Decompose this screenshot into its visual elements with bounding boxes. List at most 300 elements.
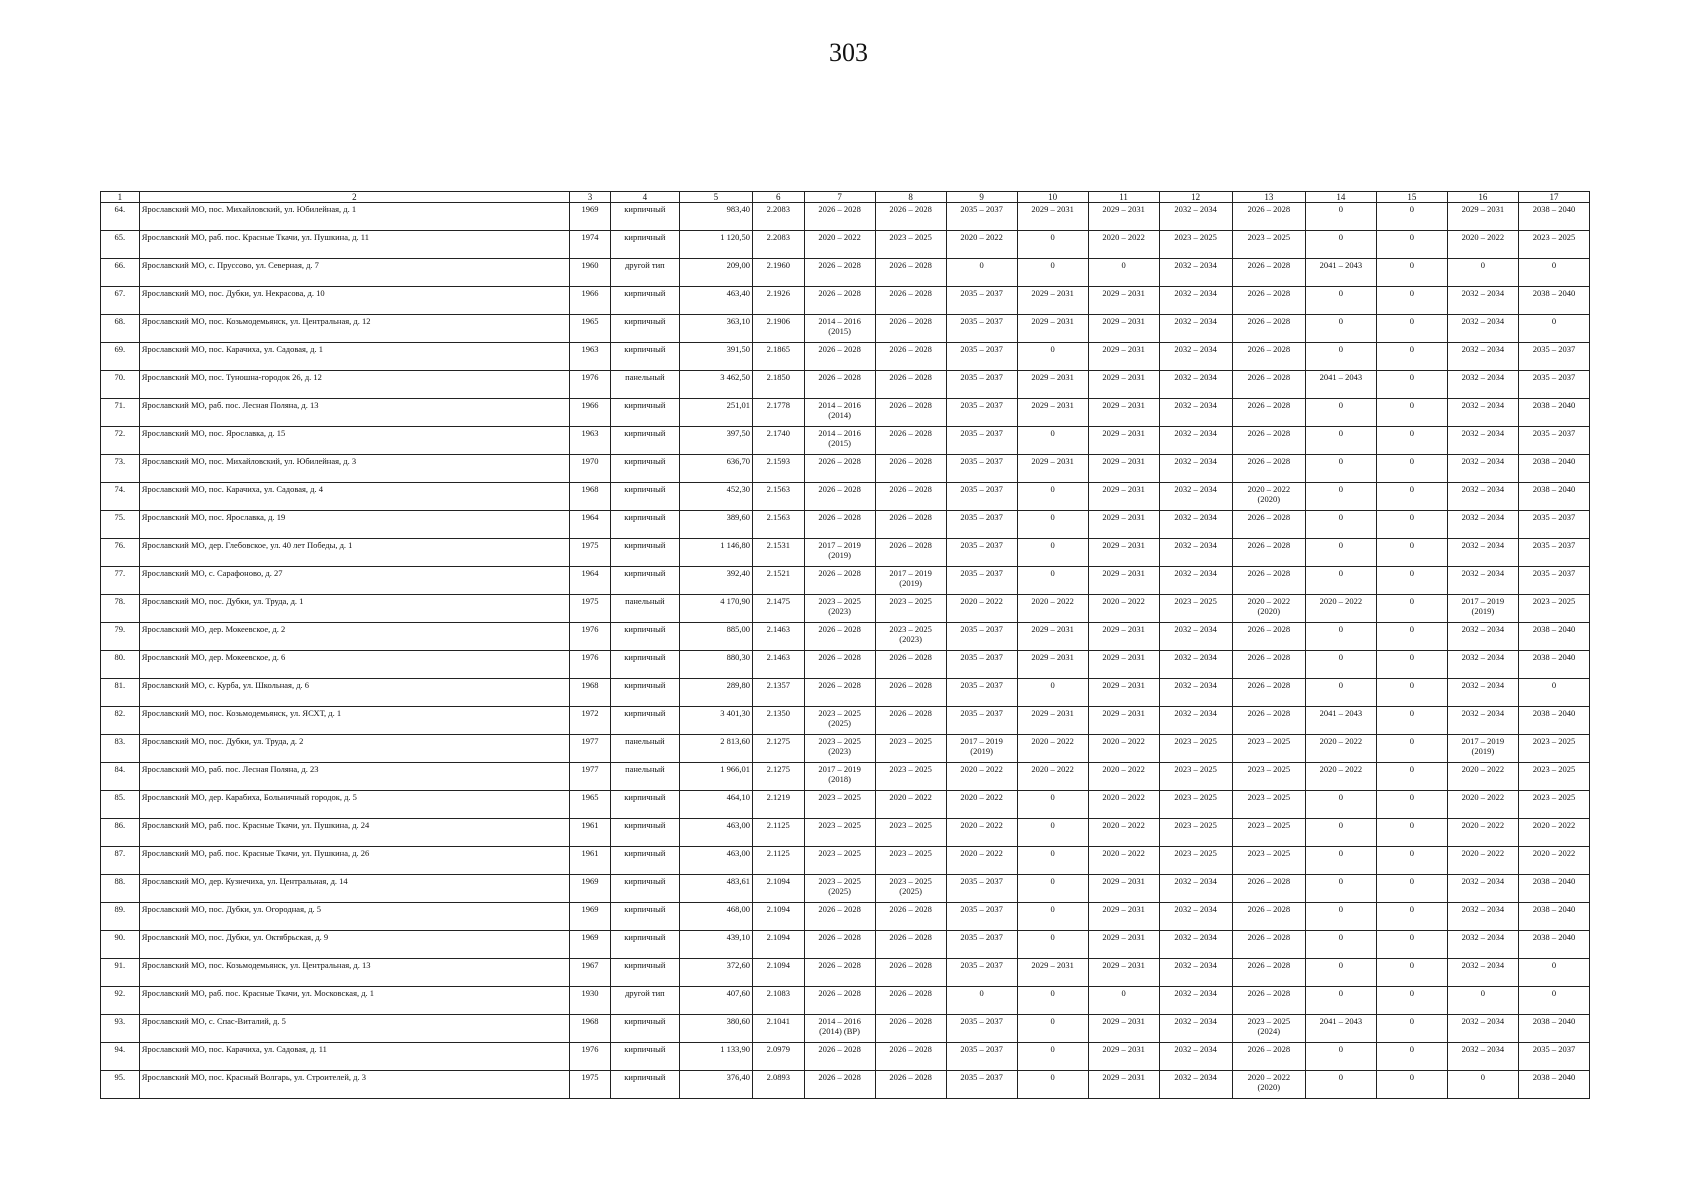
table-row xyxy=(101,455,1590,483)
table-cell: 93. xyxy=(101,1015,140,1043)
table-cell: Ярославский МО, пос. Ярославка, д. 15 xyxy=(139,427,569,455)
table-cell: 2020 – 2022 xyxy=(1447,763,1518,791)
table-cell: 2026 – 2028 xyxy=(875,399,946,427)
table-cell: 2020 – 2022 xyxy=(1447,231,1518,259)
table-cell: 2023 – 2025 xyxy=(875,735,946,763)
table-cell: 2029 – 2031 xyxy=(1017,455,1088,483)
table-cell: панельный xyxy=(610,763,679,791)
column-header: 12 xyxy=(1159,192,1232,203)
table-cell: Ярославский МО, дер. Карабиха, Больничный городок, д. 5 xyxy=(139,791,569,819)
table-cell: 0 xyxy=(1447,987,1518,1015)
table-cell: 2032 – 2034 xyxy=(1447,567,1518,595)
table-cell: 2029 – 2031 xyxy=(1088,1043,1159,1071)
table-cell: 1969 xyxy=(570,875,611,903)
table-cell: 2023 – 2025 xyxy=(1518,791,1589,819)
table-cell: кирпичный xyxy=(610,819,679,847)
table-cell: кирпичный xyxy=(610,903,679,931)
table-cell: 2020 – 2022 xyxy=(1447,791,1518,819)
table-cell: 2023 – 2025 xyxy=(1232,819,1305,847)
table-cell: 2023 – 2025 xyxy=(1159,763,1232,791)
table-cell: 85. xyxy=(101,791,140,819)
table-cell: 2026 – 2028 xyxy=(875,1071,946,1099)
table-cell: 2032 – 2034 xyxy=(1159,427,1232,455)
table-cell: 2.1041 xyxy=(752,1015,804,1043)
table-cell: 2032 – 2034 xyxy=(1159,259,1232,287)
table-cell: кирпичный xyxy=(610,651,679,679)
housing-table xyxy=(100,191,1590,1099)
table-cell: 2029 – 2031 xyxy=(1017,287,1088,315)
table-cell: 2035 – 2037 xyxy=(946,399,1017,427)
table-cell: 2035 – 2037 xyxy=(1518,567,1589,595)
table-cell: 2023 – 2025 xyxy=(875,819,946,847)
table-cell: 2035 – 2037 xyxy=(946,651,1017,679)
table-cell: 2026 – 2028 xyxy=(804,623,875,651)
table-cell: 2026 – 2028 xyxy=(875,343,946,371)
table-cell: 2032 – 2034 xyxy=(1447,371,1518,399)
table-cell: 2026 – 2028 xyxy=(804,259,875,287)
table-cell: 2023 – 2025 xyxy=(804,819,875,847)
table-row xyxy=(101,483,1590,511)
table-cell: 2029 – 2031 xyxy=(1088,539,1159,567)
table-cell: 2020 – 2022 xyxy=(1088,763,1159,791)
table-cell: 2026 – 2028 xyxy=(1232,539,1305,567)
table-cell: 2026 – 2028 xyxy=(804,987,875,1015)
table-cell: 0 xyxy=(1305,539,1376,567)
table-cell: 2.1475 xyxy=(752,595,804,623)
table-cell: 1968 xyxy=(570,1015,611,1043)
table-cell: 0 xyxy=(1376,1043,1447,1071)
table-cell: 2026 – 2028 xyxy=(875,371,946,399)
table-cell: 2026 – 2028 xyxy=(804,511,875,539)
column-header: 16 xyxy=(1447,192,1518,203)
table-cell: Ярославский МО, пос. Козьмодемьянск, ул. Центральная, д. 13 xyxy=(139,959,569,987)
table-cell: 1961 xyxy=(570,847,611,875)
table-cell: 0 xyxy=(1305,875,1376,903)
table-cell: 1 146,80 xyxy=(679,539,752,567)
table-cell: 2029 – 2031 xyxy=(1017,315,1088,343)
table-cell: 2032 – 2034 xyxy=(1447,483,1518,511)
table-cell: 77. xyxy=(101,567,140,595)
table-cell: 2035 – 2037 xyxy=(946,959,1017,987)
table-cell: кирпичный xyxy=(610,539,679,567)
table-cell: 2026 – 2028 xyxy=(875,539,946,567)
table-cell: 2026 – 2028 xyxy=(875,483,946,511)
table-cell: 2038 – 2040 xyxy=(1518,483,1589,511)
table-cell: 452,30 xyxy=(679,483,752,511)
table-cell: 0 xyxy=(1017,679,1088,707)
table-cell: 2032 – 2034 xyxy=(1447,511,1518,539)
table-cell: 0 xyxy=(1088,987,1159,1015)
table-cell: 2020 – 2022 xyxy=(1088,231,1159,259)
table-cell: кирпичный xyxy=(610,1015,679,1043)
table-cell: 0 xyxy=(1376,679,1447,707)
table-cell: 2038 – 2040 xyxy=(1518,455,1589,483)
table-cell: 2.1094 xyxy=(752,875,804,903)
table-cell: 0 xyxy=(1376,651,1447,679)
page-number: 303 xyxy=(829,38,868,67)
table-cell: 2.1563 xyxy=(752,511,804,539)
table-cell: 1976 xyxy=(570,651,611,679)
table-cell: 2026 – 2028 xyxy=(1232,651,1305,679)
table-cell: 87. xyxy=(101,847,140,875)
table-cell: 2020 – 2022 xyxy=(1305,763,1376,791)
table-cell: панельный xyxy=(610,735,679,763)
table-cell: 2026 – 2028 xyxy=(1232,287,1305,315)
table-cell: 0 xyxy=(1376,427,1447,455)
table-cell: 2.1094 xyxy=(752,903,804,931)
table-cell: 0 xyxy=(1305,1043,1376,1071)
table-cell: 0 xyxy=(1305,651,1376,679)
table-cell: 2020 – 2022 xyxy=(1088,847,1159,875)
table-cell: 2026 – 2028 xyxy=(804,455,875,483)
table-cell: 2038 – 2040 xyxy=(1518,287,1589,315)
table-cell: 2035 – 2037 xyxy=(946,343,1017,371)
table-cell: 0 xyxy=(1305,455,1376,483)
table-cell: 90. xyxy=(101,931,140,959)
table-cell: Ярославский МО, пос. Дубки, ул. Некрасова, д. 10 xyxy=(139,287,569,315)
table-cell: 2035 – 2037 xyxy=(946,707,1017,735)
table-cell: 0 xyxy=(946,259,1017,287)
table-cell: 2026 – 2028 xyxy=(1232,427,1305,455)
table-cell: 0 xyxy=(1376,231,1447,259)
table-row xyxy=(101,315,1590,343)
table-cell: 2.1960 xyxy=(752,259,804,287)
table-cell: Ярославский МО, пос. Красный Волгарь, ул. Строителей, д. 3 xyxy=(139,1071,569,1099)
table-cell: 94. xyxy=(101,1043,140,1071)
header-row xyxy=(101,192,1590,203)
table-cell: Ярославский МО, дер. Мокеевское, д. 2 xyxy=(139,623,569,651)
table-cell: 1 120,50 xyxy=(679,231,752,259)
table-cell: 2.1125 xyxy=(752,847,804,875)
table-cell: 2023 – 2025 xyxy=(1232,847,1305,875)
table-cell: 2035 – 2037 xyxy=(946,455,1017,483)
table-cell: 2023 – 2025 (2023) xyxy=(804,595,875,623)
table-cell: 2032 – 2034 xyxy=(1159,1015,1232,1043)
table-cell: 2020 – 2022 xyxy=(946,847,1017,875)
table-cell: 2032 – 2034 xyxy=(1159,931,1232,959)
table-cell: 2 813,60 xyxy=(679,735,752,763)
table-cell: 2020 – 2022 xyxy=(1017,735,1088,763)
table-cell: 2029 – 2031 xyxy=(1088,623,1159,651)
table-cell: 1966 xyxy=(570,399,611,427)
table-cell: 2.1463 xyxy=(752,623,804,651)
table-cell: 0 xyxy=(1017,931,1088,959)
table-cell: 83. xyxy=(101,735,140,763)
table-cell: 2023 – 2025 (2025) xyxy=(804,875,875,903)
table-cell: 2032 – 2034 xyxy=(1447,903,1518,931)
table-cell: 2020 – 2022 (2020) xyxy=(1232,1071,1305,1099)
table-cell: 2029 – 2031 xyxy=(1088,315,1159,343)
table-cell: 95. xyxy=(101,1071,140,1099)
table-cell: Ярославский МО, с. Курба, ул. Школьная, д. 6 xyxy=(139,679,569,707)
table-cell: 2029 – 2031 xyxy=(1088,959,1159,987)
table-cell: 0 xyxy=(1088,259,1159,287)
table-cell: 0 xyxy=(1376,959,1447,987)
column-header: 9 xyxy=(946,192,1017,203)
table-cell: 2032 – 2034 xyxy=(1159,203,1232,231)
table-body xyxy=(101,203,1590,1099)
table-cell: 2026 – 2028 xyxy=(804,903,875,931)
table-cell: 2023 – 2025 xyxy=(875,231,946,259)
table-cell: 2029 – 2031 xyxy=(1017,959,1088,987)
table-cell: 2026 – 2028 xyxy=(1232,875,1305,903)
table-cell: 2029 – 2031 xyxy=(1088,483,1159,511)
table-cell: Ярославский МО, с. Сарафоново, д. 27 xyxy=(139,567,569,595)
table-cell: 2029 – 2031 xyxy=(1088,1071,1159,1099)
table-cell: кирпичный xyxy=(610,931,679,959)
table-cell: 0 xyxy=(1376,483,1447,511)
table-cell: 2020 – 2022 xyxy=(946,819,1017,847)
table-cell: 0 xyxy=(1376,287,1447,315)
table-cell: 0 xyxy=(946,987,1017,1015)
table-cell: 2029 – 2031 xyxy=(1088,903,1159,931)
table-cell: 0 xyxy=(1305,987,1376,1015)
table-cell: 1976 xyxy=(570,1043,611,1071)
table-cell: 2032 – 2034 xyxy=(1447,287,1518,315)
table-cell: 2032 – 2034 xyxy=(1447,959,1518,987)
table-row xyxy=(101,903,1590,931)
table-cell: 483,61 xyxy=(679,875,752,903)
table-cell: 1969 xyxy=(570,931,611,959)
table-cell: 1968 xyxy=(570,483,611,511)
table-cell: 2.1094 xyxy=(752,959,804,987)
table-cell: 2032 – 2034 xyxy=(1159,903,1232,931)
table-row xyxy=(101,791,1590,819)
table-cell: 0 xyxy=(1518,259,1589,287)
table-cell: 74. xyxy=(101,483,140,511)
table-cell: 2020 – 2022 xyxy=(1088,735,1159,763)
column-header: 15 xyxy=(1376,192,1447,203)
table-cell: 2026 – 2028 xyxy=(804,371,875,399)
table-cell: 1964 xyxy=(570,511,611,539)
table-cell: 0 xyxy=(1376,735,1447,763)
table-cell: 2020 – 2022 (2020) xyxy=(1232,483,1305,511)
table-cell: 2026 – 2028 xyxy=(804,959,875,987)
table-cell: 2023 – 2025 xyxy=(804,791,875,819)
table-cell: 2032 – 2034 xyxy=(1159,1071,1232,1099)
table-cell: 2020 – 2022 xyxy=(1017,763,1088,791)
table-cell: 92. xyxy=(101,987,140,1015)
table-cell: 0 xyxy=(1518,679,1589,707)
table-cell: 2026 – 2028 xyxy=(1232,1043,1305,1071)
table-cell: 2023 – 2025 xyxy=(1232,763,1305,791)
table-cell: 2035 – 2037 xyxy=(946,931,1017,959)
table-cell: 2026 – 2028 xyxy=(875,931,946,959)
table-cell: 2032 – 2034 xyxy=(1159,287,1232,315)
table-cell: 2035 – 2037 xyxy=(1518,1043,1589,1071)
table-cell: 0 xyxy=(1376,539,1447,567)
table-cell: 2029 – 2031 xyxy=(1447,203,1518,231)
table-cell: 464,10 xyxy=(679,791,752,819)
table-cell: 376,40 xyxy=(679,1071,752,1099)
table-cell: 1976 xyxy=(570,623,611,651)
table-cell: 2.1094 xyxy=(752,931,804,959)
table-cell: 2023 – 2025 (2023) xyxy=(875,623,946,651)
table-cell: 2.1593 xyxy=(752,455,804,483)
table-cell: 2029 – 2031 xyxy=(1088,511,1159,539)
table-cell: 2026 – 2028 xyxy=(804,567,875,595)
table-cell: 0 xyxy=(1305,959,1376,987)
table-cell: 2032 – 2034 xyxy=(1159,707,1232,735)
table-cell: 2023 – 2025 xyxy=(875,595,946,623)
table-cell: 2035 – 2037 xyxy=(946,315,1017,343)
table-cell: 2032 – 2034 xyxy=(1159,875,1232,903)
table-cell: 2035 – 2037 xyxy=(946,903,1017,931)
table-cell: 2020 – 2022 xyxy=(1088,791,1159,819)
table-cell: 2026 – 2028 xyxy=(804,1071,875,1099)
table-cell: Ярославский МО, пос. Туношна-городок 26, д. 12 xyxy=(139,371,569,399)
table-cell: 1969 xyxy=(570,903,611,931)
table-cell: 983,40 xyxy=(679,203,752,231)
table-cell: 2029 – 2031 xyxy=(1088,203,1159,231)
table-cell: 2032 – 2034 xyxy=(1159,987,1232,1015)
table-cell: 1961 xyxy=(570,819,611,847)
table-cell: 1 133,90 xyxy=(679,1043,752,1071)
table-cell: 3 401,30 xyxy=(679,707,752,735)
table-cell: 2023 – 2025 xyxy=(875,847,946,875)
column-header: 11 xyxy=(1088,192,1159,203)
table-cell: 2026 – 2028 xyxy=(875,707,946,735)
table-cell: 2032 – 2034 xyxy=(1159,483,1232,511)
table-cell: 3 462,50 xyxy=(679,371,752,399)
table-cell: 2023 – 2025 xyxy=(1159,735,1232,763)
table-cell: 2038 – 2040 xyxy=(1518,651,1589,679)
table-cell: 0 xyxy=(1017,987,1088,1015)
table-cell: 2023 – 2025 xyxy=(1518,231,1589,259)
table-cell: кирпичный xyxy=(610,1043,679,1071)
table-cell: 2.1740 xyxy=(752,427,804,455)
column-header: 17 xyxy=(1518,192,1589,203)
table-cell: 391,50 xyxy=(679,343,752,371)
table-cell: 2029 – 2031 xyxy=(1088,399,1159,427)
table-cell: 2.2083 xyxy=(752,231,804,259)
table-cell: 0 xyxy=(1017,819,1088,847)
table-cell: 0 xyxy=(1017,343,1088,371)
table-row xyxy=(101,1015,1590,1043)
table-row xyxy=(101,931,1590,959)
table-cell: 2038 – 2040 xyxy=(1518,931,1589,959)
table-cell: 2023 – 2025 xyxy=(875,763,946,791)
table-cell: 1930 xyxy=(570,987,611,1015)
table-cell: 2032 – 2034 xyxy=(1447,1015,1518,1043)
table-cell: 2023 – 2025 xyxy=(1159,595,1232,623)
table-cell: 2014 – 2016 (2014) xyxy=(804,399,875,427)
table-cell: 0 xyxy=(1305,315,1376,343)
table-cell: 0 xyxy=(1447,259,1518,287)
table-cell: 1963 xyxy=(570,427,611,455)
table-cell: кирпичный xyxy=(610,455,679,483)
table-cell: 1965 xyxy=(570,791,611,819)
table-cell: 1974 xyxy=(570,231,611,259)
table-cell: 2026 – 2028 xyxy=(804,651,875,679)
table-cell: 2029 – 2031 xyxy=(1017,651,1088,679)
table-cell: кирпичный xyxy=(610,203,679,231)
table-cell: 2032 – 2034 xyxy=(1447,875,1518,903)
table-cell: 1966 xyxy=(570,287,611,315)
table-cell: кирпичный xyxy=(610,511,679,539)
table-cell: 2041 – 2043 xyxy=(1305,1015,1376,1043)
table-cell: 0 xyxy=(1017,259,1088,287)
table-cell: 0 xyxy=(1376,623,1447,651)
table-row xyxy=(101,763,1590,791)
table-cell: 2032 – 2034 xyxy=(1447,399,1518,427)
table-cell: 2035 – 2037 xyxy=(946,875,1017,903)
table-cell: 0 xyxy=(1376,595,1447,623)
table-cell: 2017 – 2019 (2018) xyxy=(804,763,875,791)
table-cell: 1960 xyxy=(570,259,611,287)
table-cell: кирпичный xyxy=(610,1071,679,1099)
column-header: 8 xyxy=(875,192,946,203)
table-cell: 89. xyxy=(101,903,140,931)
table-cell: 2023 – 2025 xyxy=(804,847,875,875)
table-cell: другой тип xyxy=(610,987,679,1015)
table-cell: 0 xyxy=(1305,231,1376,259)
table-cell: 2023 – 2025 (2025) xyxy=(875,875,946,903)
table-cell: 2032 – 2034 xyxy=(1159,1043,1232,1071)
table-cell: 463,00 xyxy=(679,819,752,847)
table-cell: 2026 – 2028 xyxy=(875,987,946,1015)
table-cell: 2029 – 2031 xyxy=(1017,203,1088,231)
table-cell: 2032 – 2034 xyxy=(1447,427,1518,455)
table-cell: кирпичный xyxy=(610,343,679,371)
table-cell: 1968 xyxy=(570,679,611,707)
table-cell: 2026 – 2028 xyxy=(804,343,875,371)
table-cell: 0 xyxy=(1305,287,1376,315)
table-cell: 0 xyxy=(1376,455,1447,483)
column-header: 4 xyxy=(610,192,679,203)
table-cell: 0 xyxy=(1305,1071,1376,1099)
table-cell: 2026 – 2028 xyxy=(1232,707,1305,735)
column-header: 6 xyxy=(752,192,804,203)
table-cell: Ярославский МО, пос. Козьмодемьянск, ул. ЯСХТ, д. 1 xyxy=(139,707,569,735)
table-cell: 2032 – 2034 xyxy=(1447,1043,1518,1071)
table-cell: 2026 – 2028 xyxy=(804,203,875,231)
table-cell: 2020 – 2022 xyxy=(946,791,1017,819)
table-cell: 363,10 xyxy=(679,315,752,343)
table-cell: кирпичный xyxy=(610,679,679,707)
table-cell: 2035 – 2037 xyxy=(946,287,1017,315)
table-row xyxy=(101,679,1590,707)
table-cell: 2026 – 2028 xyxy=(875,427,946,455)
table-cell: 2038 – 2040 xyxy=(1518,903,1589,931)
table-cell: 2023 – 2025 xyxy=(1232,735,1305,763)
table-cell: 2032 – 2034 xyxy=(1159,455,1232,483)
table-row xyxy=(101,875,1590,903)
column-header: 13 xyxy=(1232,192,1305,203)
table-cell: 1975 xyxy=(570,1071,611,1099)
table-cell: 2032 – 2034 xyxy=(1159,371,1232,399)
table-cell: 0 xyxy=(1305,203,1376,231)
table-row xyxy=(101,231,1590,259)
table-cell: 2023 – 2025 xyxy=(1518,595,1589,623)
table-cell: 0 xyxy=(1305,679,1376,707)
table-cell: 1963 xyxy=(570,343,611,371)
table-cell: 2023 – 2025 (2024) xyxy=(1232,1015,1305,1043)
table-cell: Ярославский МО, пос. Дубки, ул. Труда, д. 2 xyxy=(139,735,569,763)
table-cell: 2029 – 2031 xyxy=(1088,679,1159,707)
table-cell: 0 xyxy=(1376,399,1447,427)
table-cell: кирпичный xyxy=(610,847,679,875)
table-cell: 2026 – 2028 xyxy=(1232,959,1305,987)
table-cell: 2032 – 2034 xyxy=(1159,315,1232,343)
table-cell: 392,40 xyxy=(679,567,752,595)
table-cell: 2035 – 2037 xyxy=(1518,427,1589,455)
table-cell: кирпичный xyxy=(610,427,679,455)
table-row xyxy=(101,651,1590,679)
table-cell: 2026 – 2028 xyxy=(1232,371,1305,399)
table-cell: 2032 – 2034 xyxy=(1159,959,1232,987)
table-row xyxy=(101,1071,1590,1099)
